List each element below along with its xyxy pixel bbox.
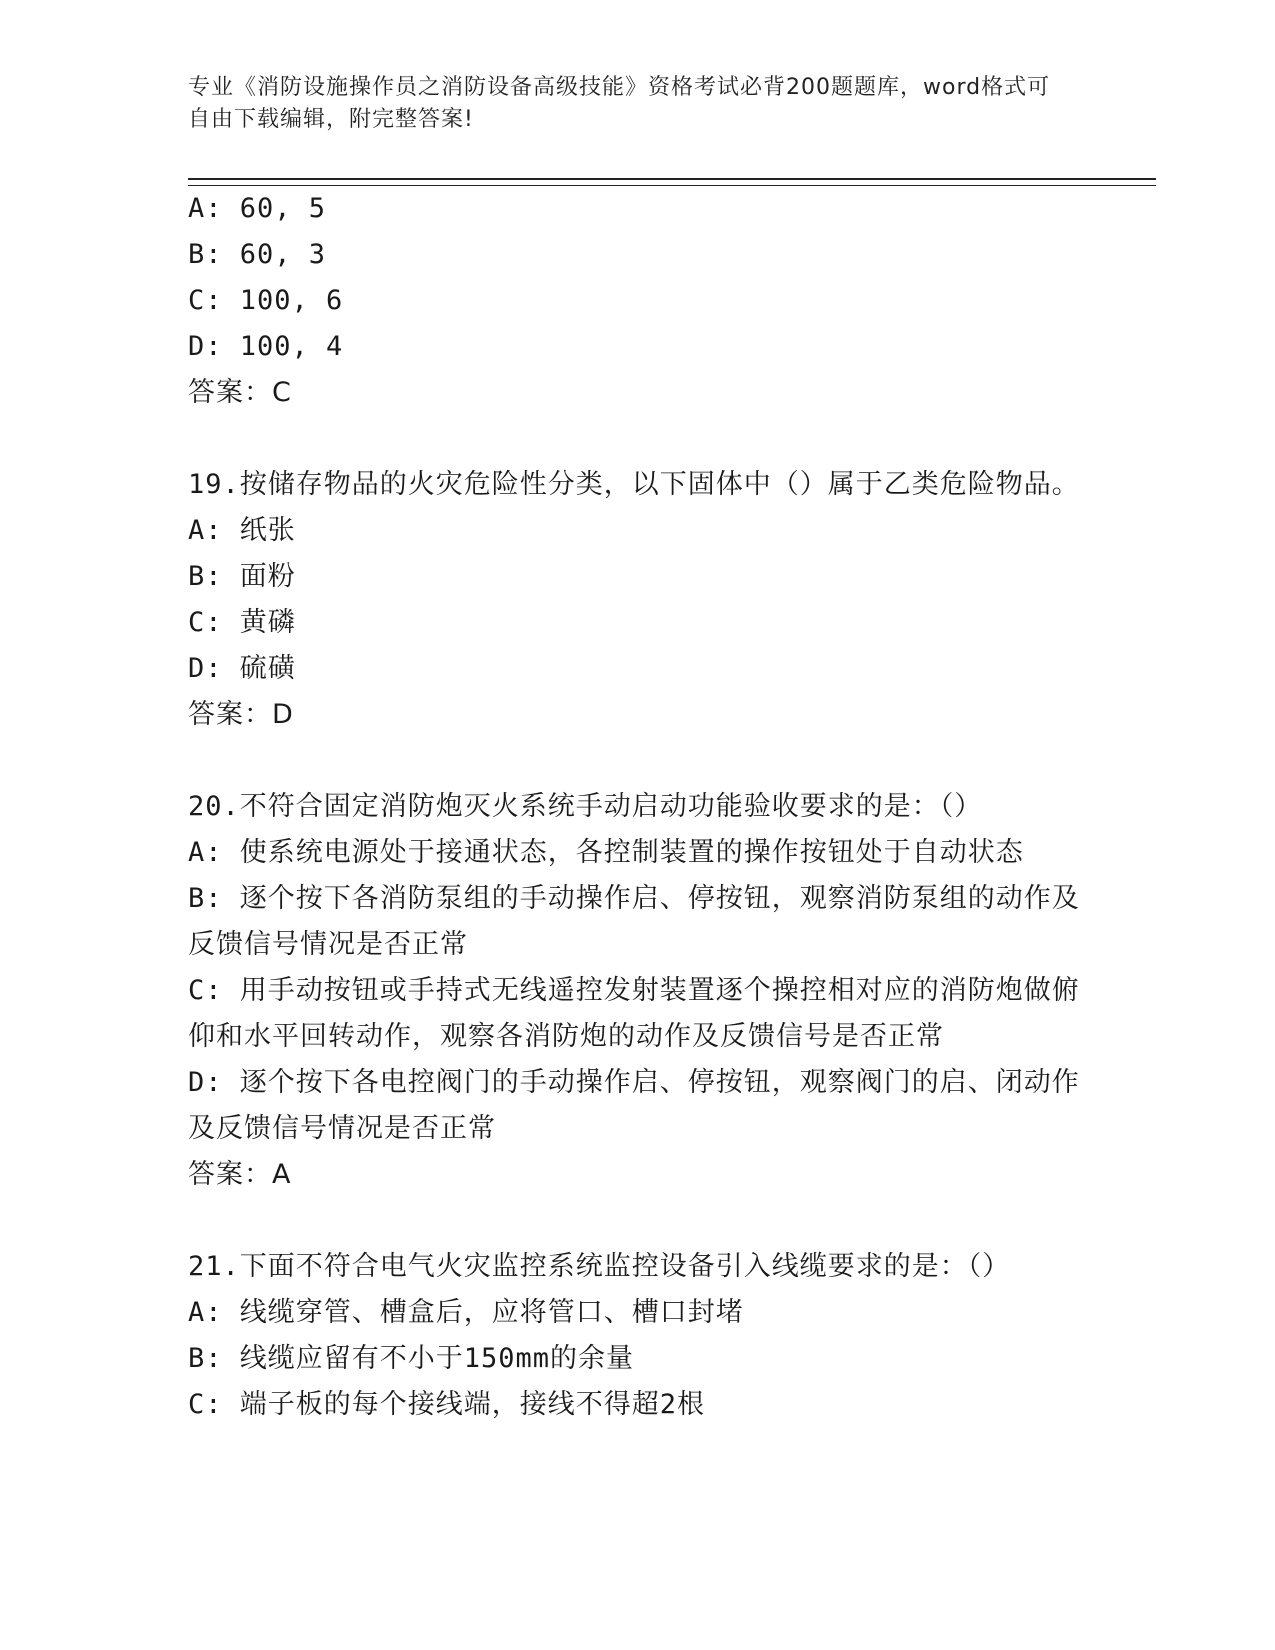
option-b: B: 逐个按下各消防泵组的手动操作启、停按钮，观察消防泵组的动作及反馈信号情况是否正常 [188, 883, 1080, 960]
option-c: C: 黄磷 [188, 607, 296, 638]
option-b: B: 60, 3 [188, 239, 327, 270]
answer: 答案：C [188, 377, 292, 408]
answer: 答案：D [188, 699, 294, 730]
option-a: A: 60, 5 [188, 193, 327, 224]
question-text: 21.下面不符合电气火灾监控系统监控设备引入线缆要求的是：（） [188, 1251, 1011, 1282]
option-a: A: 使系统电源处于接通状态，各控制装置的操作按钮处于自动状态 [188, 837, 1024, 868]
option-c: C: 用手动按钮或手持式无线遥控发射装置逐个操控相对应的消防炮做俯仰和水平回转动作，观察各消防炮的动作及反馈信号是否正常 [188, 975, 1080, 1052]
option-d: D: 硫磺 [188, 653, 296, 684]
page-header: 专业《消防设施操作员之消防设备高级技能》资格考试必背200题题库，word格式可自由下载编辑，附完整答案! [188, 75, 1051, 132]
option-a: A: 纸张 [188, 515, 296, 546]
document-body [188, 186, 1088, 1428]
question-20 [188, 784, 1088, 1198]
option-b: B: 面粉 [188, 561, 296, 592]
option-d: D: 100, 4 [188, 331, 344, 362]
answer: 答案：A [188, 1159, 292, 1190]
header-divider [188, 178, 1156, 186]
option-d: D: 逐个按下各电控阀门的手动操作启、停按钮，观察阀门的启、闭动作及反馈信号情况是否正常 [188, 1067, 1080, 1144]
question-21 [188, 1244, 1088, 1428]
option-a: A: 线缆穿管、槽盒后，应将管口、槽口封堵 [188, 1297, 744, 1328]
question-19 [188, 462, 1088, 738]
question-text: 20.不符合固定消防炮灭火系统手动启动功能验收要求的是：（） [188, 791, 983, 822]
option-c: C: 100, 6 [188, 285, 344, 316]
option-b: B: 线缆应留有不小于150mm的余量 [188, 1343, 635, 1374]
question-text: 19.按储存物品的火灾危险性分类，以下固体中（）属于乙类危险物品。 [188, 469, 1080, 500]
option-c: C: 端子板的每个接线端，接线不得超2根 [188, 1389, 706, 1420]
question-18-remainder [188, 186, 1088, 416]
